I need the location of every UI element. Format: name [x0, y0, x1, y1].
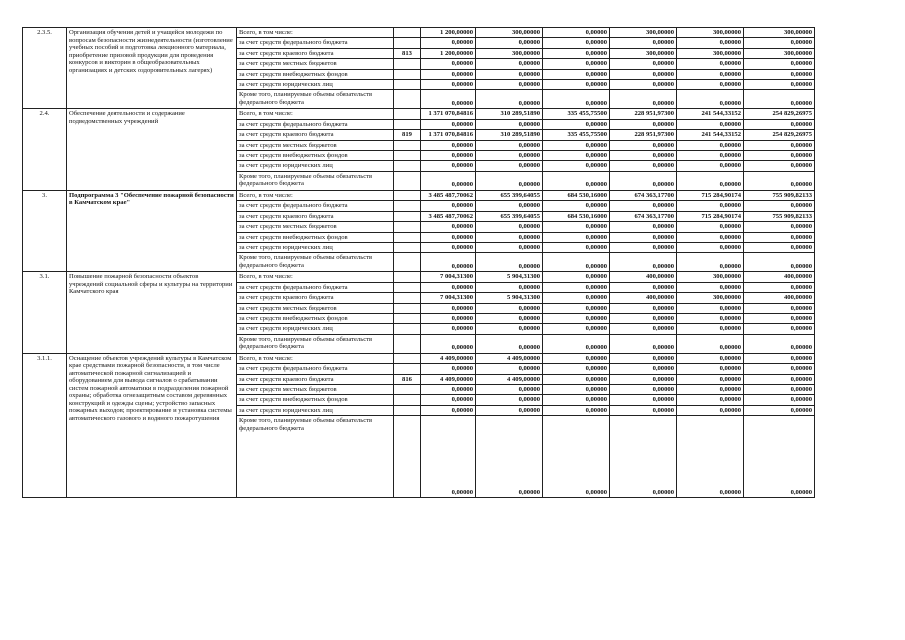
table-row [23, 272, 884, 282]
budget-code [394, 69, 421, 79]
amount-cell: 0,00000 [476, 151, 543, 161]
amount-cell: 0,00000 [677, 253, 744, 272]
funding-source: за счет средств внебюджетных фондов [237, 151, 394, 161]
amount-cell: 0,00000 [610, 253, 677, 272]
amount-cell: 0,00000 [677, 405, 744, 415]
amount-cell: 300,00000 [476, 48, 543, 58]
amount-cell: 241 544,33152 [677, 109, 744, 119]
section-code: 3. [23, 190, 67, 271]
funding-source: за счет средств местных бюджетов [237, 303, 394, 313]
budget-table-body [23, 28, 884, 498]
amount-cell: 0,00000 [421, 171, 476, 190]
funding-source: Кроме того, планируемые объемы обязательств федерального бюджета [237, 334, 394, 353]
amount-cell: 3 485 487,70062 [421, 211, 476, 221]
amount-cell: 254 829,26975 [744, 130, 815, 140]
amount-cell: 335 455,75500 [543, 130, 610, 140]
amount-cell: 310 289,51890 [476, 109, 543, 119]
amount-cell: 0,00000 [543, 119, 610, 129]
budget-code [394, 384, 421, 394]
amount-cell: 228 951,97300 [610, 130, 677, 140]
funding-source: за счет средств федерального бюджета [237, 282, 394, 292]
section-code: 3.1.1. [23, 353, 67, 497]
amount-cell: 300,00000 [744, 48, 815, 58]
amount-cell: 0,00000 [744, 253, 815, 272]
amount-cell: 655 399,64055 [476, 211, 543, 221]
amount-cell: 5 904,31300 [476, 272, 543, 282]
amount-cell: 0,00000 [677, 232, 744, 242]
amount-cell: 7 004,31300 [421, 272, 476, 282]
budget-document [22, 27, 884, 498]
amount-cell: 300,00000 [677, 293, 744, 303]
amount-cell: 0,00000 [543, 293, 610, 303]
amount-cell: 0,00000 [744, 364, 815, 374]
amount-cell: 0,00000 [476, 140, 543, 150]
budget-code [394, 232, 421, 242]
funding-source: Всего, в том числе: [237, 190, 394, 200]
amount-cell: 0,00000 [421, 161, 476, 171]
funding-source: за счет средств юридических лиц [237, 324, 394, 334]
budget-code [394, 364, 421, 374]
amount-cell: 0,00000 [421, 405, 476, 415]
amount-cell: 0,00000 [476, 334, 543, 353]
amount-cell: 0,00000 [610, 364, 677, 374]
amount-cell: 0,00000 [744, 282, 815, 292]
amount-cell: 0,00000 [677, 171, 744, 190]
amount-cell: 300,00000 [610, 28, 677, 38]
amount-cell: 0,00000 [543, 334, 610, 353]
amount-cell: 0,00000 [476, 232, 543, 242]
amount-cell: 0,00000 [421, 384, 476, 394]
amount-cell: 0,00000 [677, 384, 744, 394]
amount-cell: 0,00000 [610, 232, 677, 242]
budget-code [394, 324, 421, 334]
amount-cell: 5 904,31300 [476, 293, 543, 303]
budget-code [394, 272, 421, 282]
budget-code [394, 293, 421, 303]
funding-source: за счет средств краевого бюджета [237, 293, 394, 303]
funding-source: за счет средств внебюджетных фондов [237, 69, 394, 79]
section-code: 3.1. [23, 272, 67, 353]
amount-cell: 0,00000 [744, 171, 815, 190]
funding-source: за счет средств юридических лиц [237, 242, 394, 252]
funding-source: за счет средств федерального бюджета [237, 38, 394, 48]
amount-cell: 655 399,64055 [476, 190, 543, 200]
amount-cell: 400,00000 [744, 293, 815, 303]
amount-cell: 0,00000 [677, 242, 744, 252]
amount-cell: 0,00000 [421, 416, 476, 498]
amount-cell: 0,00000 [677, 395, 744, 405]
amount-cell: 0,00000 [610, 90, 677, 109]
amount-cell: 0,00000 [744, 313, 815, 323]
funding-source: Всего, в том числе: [237, 28, 394, 38]
amount-cell: 0,00000 [677, 161, 744, 171]
amount-cell: 300,00000 [610, 48, 677, 58]
amount-cell: 400,00000 [610, 272, 677, 282]
amount-cell: 7 004,31300 [421, 293, 476, 303]
amount-cell: 0,00000 [476, 395, 543, 405]
funding-source: за счет средств внебюджетных фондов [237, 313, 394, 323]
amount-cell: 0,00000 [476, 416, 543, 498]
amount-cell: 0,00000 [543, 38, 610, 48]
budget-code [394, 313, 421, 323]
amount-cell: 0,00000 [677, 334, 744, 353]
amount-cell: 0,00000 [677, 303, 744, 313]
amount-cell: 0,00000 [610, 334, 677, 353]
amount-cell: 0,00000 [421, 69, 476, 79]
amount-cell: 0,00000 [421, 80, 476, 90]
amount-cell: 0,00000 [610, 222, 677, 232]
amount-cell: 1 371 070,84816 [421, 109, 476, 119]
amount-cell: 0,00000 [543, 324, 610, 334]
funding-source: за счет средств внебюджетных фондов [237, 395, 394, 405]
budget-code [394, 80, 421, 90]
amount-cell: 0,00000 [476, 303, 543, 313]
amount-cell: 300,00000 [677, 272, 744, 282]
budget-code [394, 405, 421, 415]
amount-cell: 0,00000 [610, 69, 677, 79]
amount-cell: 0,00000 [476, 384, 543, 394]
budget-code [394, 253, 421, 272]
amount-cell: 674 363,17700 [610, 190, 677, 200]
budget-code [394, 90, 421, 109]
section-code: 2.4. [23, 109, 67, 190]
budget-code [394, 416, 421, 498]
amount-cell: 0,00000 [421, 282, 476, 292]
amount-cell: 0,00000 [744, 303, 815, 313]
amount-cell: 0,00000 [421, 38, 476, 48]
table-row [23, 109, 884, 119]
amount-cell: 0,00000 [476, 282, 543, 292]
amount-cell: 0,00000 [421, 395, 476, 405]
funding-source: за счет средств внебюджетных фондов [237, 232, 394, 242]
amount-cell: 0,00000 [744, 140, 815, 150]
table-row [23, 353, 884, 363]
amount-cell: 0,00000 [543, 222, 610, 232]
amount-cell: 0,00000 [476, 69, 543, 79]
amount-cell: 0,00000 [543, 90, 610, 109]
amount-cell: 1 371 070,84816 [421, 130, 476, 140]
funding-source: за счет средств федерального бюджета [237, 364, 394, 374]
budget-code [394, 190, 421, 200]
funding-source: Кроме того, планируемые объемы обязательств федерального бюджета [237, 171, 394, 190]
amount-cell: 0,00000 [677, 151, 744, 161]
amount-cell: 0,00000 [543, 405, 610, 415]
amount-cell: 0,00000 [476, 59, 543, 69]
amount-cell: 0,00000 [744, 416, 815, 498]
amount-cell: 0,00000 [610, 59, 677, 69]
amount-cell: 1 200,00000 [421, 48, 476, 58]
amount-cell: 0,00000 [677, 38, 744, 48]
table-row [23, 190, 884, 200]
amount-cell: 674 363,17700 [610, 211, 677, 221]
amount-cell: 0,00000 [610, 140, 677, 150]
amount-cell: 0,00000 [476, 119, 543, 129]
section-name: Оснащение объектов учреждений культуры в Камчатском крае средствами пожарной безопасности, в том числе автоматической пожарной сигнализацией и оборудованием для вывода сигналов о срабатывании систем пожарной автоматики в подразделения пожарной охраны; обработка огнезащитным составом деревянных конструкций и одежды сцены; устройство запасных пожарных выходов; проектирование и установка системы автоматического газового и водяного пожаротушения [67, 353, 237, 497]
amount-cell: 0,00000 [744, 59, 815, 69]
funding-source: за счет средств краевого бюджета [237, 211, 394, 221]
amount-cell: 0,00000 [744, 334, 815, 353]
amount-cell: 0,00000 [677, 90, 744, 109]
amount-cell: 0,00000 [543, 253, 610, 272]
amount-cell: 0,00000 [677, 416, 744, 498]
amount-cell: 0,00000 [421, 303, 476, 313]
amount-cell: 715 284,90174 [677, 211, 744, 221]
amount-cell: 228 951,97300 [610, 109, 677, 119]
amount-cell: 0,00000 [610, 384, 677, 394]
amount-cell: 0,00000 [421, 222, 476, 232]
budget-table [22, 27, 884, 498]
amount-cell: 300,00000 [744, 28, 815, 38]
funding-source: за счет средств юридических лиц [237, 80, 394, 90]
amount-cell: 0,00000 [744, 384, 815, 394]
amount-cell: 0,00000 [543, 272, 610, 282]
amount-cell: 0,00000 [543, 80, 610, 90]
funding-source: Всего, в том числе: [237, 109, 394, 119]
amount-cell: 0,00000 [476, 313, 543, 323]
amount-cell: 0,00000 [421, 253, 476, 272]
amount-cell: 4 409,00000 [476, 374, 543, 384]
funding-source: за счет средств федерального бюджета [237, 201, 394, 211]
amount-cell: 0,00000 [677, 201, 744, 211]
amount-cell: 0,00000 [476, 405, 543, 415]
section-name: Организация обучения детей и учащейся молодежи по вопросам безопасности жизнедеятельности (изготовление учебных пособий и подготовка лекционного материала, приобретение призовой продукции для проведения конкурсов и викторин в общеобразовательных организациях и детских оздоровительных лагерях) [67, 28, 237, 109]
budget-code [394, 395, 421, 405]
amount-cell: 0,00000 [421, 242, 476, 252]
amount-cell: 0,00000 [543, 171, 610, 190]
amount-cell: 0,00000 [421, 59, 476, 69]
amount-cell: 0,00000 [421, 90, 476, 109]
amount-cell: 0,00000 [677, 222, 744, 232]
amount-cell: 0,00000 [677, 119, 744, 129]
budget-code [394, 353, 421, 363]
amount-cell: 0,00000 [421, 201, 476, 211]
funding-source: за счет средств местных бюджетов [237, 384, 394, 394]
amount-cell: 0,00000 [610, 313, 677, 323]
budget-code [394, 28, 421, 38]
amount-cell: 0,00000 [421, 364, 476, 374]
funding-source: Кроме того, планируемые объемы обязательств федерального бюджета [237, 253, 394, 272]
amount-cell: 0,00000 [543, 303, 610, 313]
amount-cell: 0,00000 [677, 140, 744, 150]
budget-code [394, 119, 421, 129]
amount-cell: 0,00000 [677, 313, 744, 323]
budget-code [394, 59, 421, 69]
section-name: Подпрограмма 3 "Обеспечение пожарной безопасности в Камчатском крае" [67, 190, 237, 271]
amount-cell: 0,00000 [543, 69, 610, 79]
amount-cell: 0,00000 [610, 80, 677, 90]
budget-code [394, 38, 421, 48]
budget-code [394, 151, 421, 161]
budget-code [394, 222, 421, 232]
budget-code [394, 161, 421, 171]
amount-cell: 0,00000 [610, 303, 677, 313]
amount-cell: 0,00000 [543, 395, 610, 405]
budget-code [394, 201, 421, 211]
section-name: Обеспечение деятельности и содержание подведомственных учреждений [67, 109, 237, 190]
amount-cell: 0,00000 [543, 384, 610, 394]
budget-code: 813 [394, 48, 421, 58]
amount-cell: 684 530,16000 [543, 211, 610, 221]
budget-code [394, 171, 421, 190]
amount-cell: 300,00000 [476, 28, 543, 38]
amount-cell: 0,00000 [744, 405, 815, 415]
amount-cell: 0,00000 [421, 232, 476, 242]
amount-cell: 254 829,26975 [744, 109, 815, 119]
amount-cell: 0,00000 [677, 364, 744, 374]
amount-cell: 715 284,90174 [677, 190, 744, 200]
amount-cell: 400,00000 [744, 272, 815, 282]
amount-cell: 241 544,33152 [677, 130, 744, 140]
amount-cell: 0,00000 [677, 353, 744, 363]
funding-source: Всего, в том числе: [237, 353, 394, 363]
amount-cell: 4 409,00000 [421, 374, 476, 384]
budget-code [394, 282, 421, 292]
funding-source: за счет средств местных бюджетов [237, 222, 394, 232]
amount-cell: 0,00000 [476, 364, 543, 374]
amount-cell: 0,00000 [543, 364, 610, 374]
amount-cell: 3 485 487,70062 [421, 190, 476, 200]
amount-cell: 0,00000 [677, 80, 744, 90]
amount-cell: 0,00000 [476, 324, 543, 334]
amount-cell: 0,00000 [476, 222, 543, 232]
amount-cell: 0,00000 [543, 48, 610, 58]
amount-cell: 0,00000 [610, 242, 677, 252]
amount-cell: 335 455,75500 [543, 109, 610, 119]
amount-cell: 0,00000 [677, 324, 744, 334]
amount-cell: 0,00000 [421, 119, 476, 129]
funding-source: Кроме того, планируемые объемы обязательств федерального бюджета [237, 90, 394, 109]
amount-cell: 300,00000 [677, 28, 744, 38]
amount-cell: 400,00000 [610, 293, 677, 303]
funding-source: за счет средств юридических лиц [237, 161, 394, 171]
amount-cell: 0,00000 [421, 313, 476, 323]
budget-code [394, 242, 421, 252]
amount-cell: 0,00000 [610, 119, 677, 129]
amount-cell: 0,00000 [744, 395, 815, 405]
section-name: Повышение пожарной безопасности объектов учреждений социальной сферы и культуры на территории Камчатского края [67, 272, 237, 353]
amount-cell: 0,00000 [543, 59, 610, 69]
amount-cell: 0,00000 [543, 242, 610, 252]
amount-cell: 0,00000 [677, 374, 744, 384]
funding-source: Кроме того, планируемые объемы обязательств федерального бюджета [237, 416, 394, 498]
amount-cell: 0,00000 [476, 38, 543, 48]
budget-code [394, 334, 421, 353]
amount-cell: 0,00000 [543, 151, 610, 161]
amount-cell: 1 200,00000 [421, 28, 476, 38]
amount-cell: 0,00000 [744, 161, 815, 171]
amount-cell: 0,00000 [610, 161, 677, 171]
budget-code [394, 109, 421, 119]
budget-code [394, 211, 421, 221]
amount-cell: 0,00000 [610, 171, 677, 190]
amount-cell: 0,00000 [543, 313, 610, 323]
amount-cell: 4 409,00000 [476, 353, 543, 363]
funding-source: за счет средств юридических лиц [237, 405, 394, 415]
amount-cell: 0,00000 [744, 242, 815, 252]
amount-cell: 0,00000 [543, 201, 610, 211]
amount-cell: 0,00000 [610, 201, 677, 211]
amount-cell: 0,00000 [610, 38, 677, 48]
amount-cell: 0,00000 [744, 151, 815, 161]
amount-cell: 0,00000 [744, 353, 815, 363]
table-row [23, 28, 884, 38]
amount-cell: 0,00000 [543, 232, 610, 242]
amount-cell: 0,00000 [744, 374, 815, 384]
amount-cell: 0,00000 [744, 80, 815, 90]
amount-cell: 0,00000 [476, 161, 543, 171]
budget-code: 816 [394, 374, 421, 384]
funding-source: за счет средств краевого бюджета [237, 374, 394, 384]
amount-cell: 0,00000 [476, 242, 543, 252]
amount-cell: 0,00000 [543, 161, 610, 171]
budget-code [394, 140, 421, 150]
amount-cell: 0,00000 [543, 282, 610, 292]
funding-source: за счет средств федерального бюджета [237, 119, 394, 129]
funding-source: за счет средств местных бюджетов [237, 59, 394, 69]
section-code: 2.3.5. [23, 28, 67, 109]
amount-cell: 0,00000 [543, 416, 610, 498]
amount-cell: 0,00000 [476, 80, 543, 90]
funding-source: за счет средств местных бюджетов [237, 140, 394, 150]
amount-cell: 0,00000 [421, 151, 476, 161]
amount-cell: 0,00000 [744, 232, 815, 242]
amount-cell: 0,00000 [744, 201, 815, 211]
amount-cell: 0,00000 [476, 90, 543, 109]
amount-cell: 0,00000 [610, 374, 677, 384]
amount-cell: 0,00000 [744, 38, 815, 48]
amount-cell: 0,00000 [421, 334, 476, 353]
budget-code [394, 303, 421, 313]
amount-cell: 755 909,82133 [744, 211, 815, 221]
amount-cell: 0,00000 [610, 324, 677, 334]
amount-cell: 0,00000 [476, 201, 543, 211]
amount-cell: 0,00000 [543, 353, 610, 363]
amount-cell: 0,00000 [421, 324, 476, 334]
amount-cell: 0,00000 [610, 405, 677, 415]
amount-cell: 0,00000 [476, 253, 543, 272]
amount-cell: 0,00000 [610, 151, 677, 161]
amount-cell: 0,00000 [610, 282, 677, 292]
amount-cell: 0,00000 [610, 416, 677, 498]
amount-cell: 0,00000 [543, 140, 610, 150]
amount-cell: 0,00000 [744, 69, 815, 79]
budget-code: 819 [394, 130, 421, 140]
amount-cell: 0,00000 [744, 119, 815, 129]
amount-cell: 684 530,16000 [543, 190, 610, 200]
amount-cell: 0,00000 [744, 90, 815, 109]
amount-cell: 300,00000 [677, 48, 744, 58]
amount-cell: 0,00000 [744, 324, 815, 334]
amount-cell: 0,00000 [610, 395, 677, 405]
amount-cell: 0,00000 [677, 69, 744, 79]
funding-source: за счет средств краевого бюджета [237, 48, 394, 58]
amount-cell: 4 409,00000 [421, 353, 476, 363]
funding-source: за счет средств краевого бюджета [237, 130, 394, 140]
amount-cell: 0,00000 [677, 282, 744, 292]
amount-cell: 0,00000 [476, 171, 543, 190]
amount-cell: 0,00000 [543, 28, 610, 38]
amount-cell: 0,00000 [421, 140, 476, 150]
amount-cell: 0,00000 [677, 59, 744, 69]
amount-cell: 0,00000 [744, 222, 815, 232]
amount-cell: 0,00000 [610, 353, 677, 363]
amount-cell: 310 289,51890 [476, 130, 543, 140]
amount-cell: 755 909,82133 [744, 190, 815, 200]
funding-source: Всего, в том числе: [237, 272, 394, 282]
amount-cell: 0,00000 [543, 374, 610, 384]
